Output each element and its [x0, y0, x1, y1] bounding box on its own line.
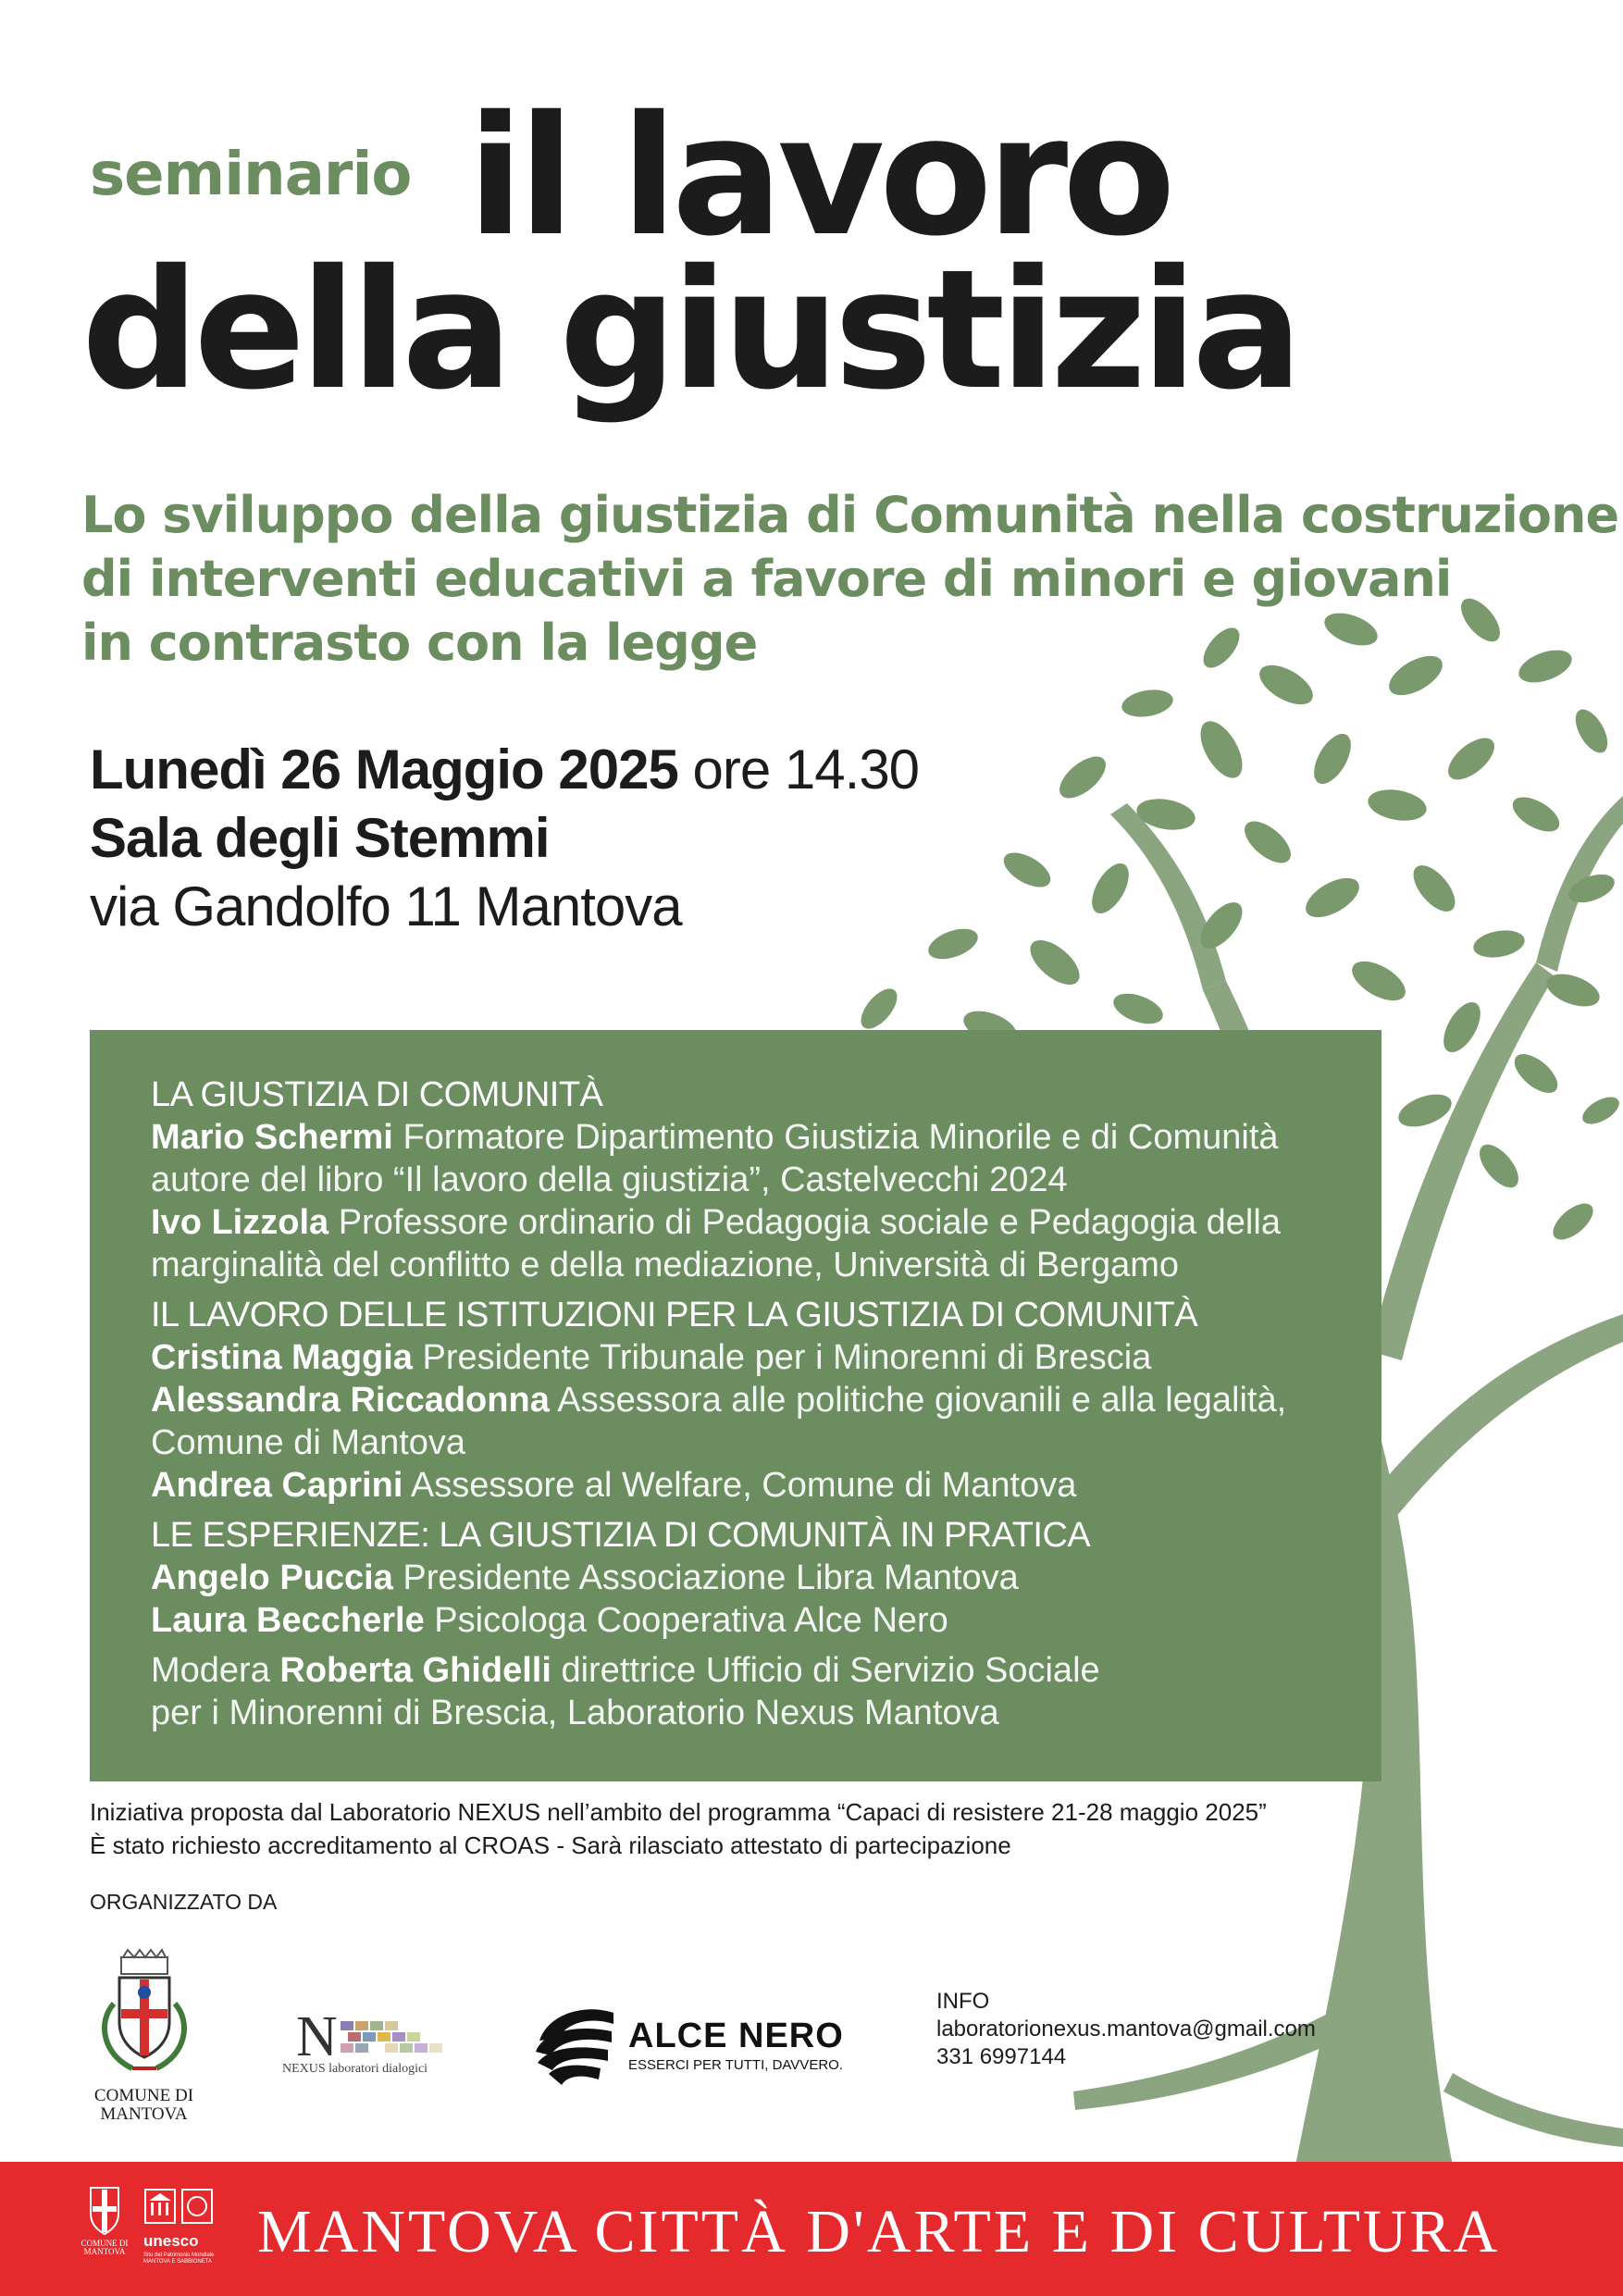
speaker-name: Alessandra Riccadonna	[151, 1381, 550, 1420]
comune-line: COMUNE DI	[93, 2086, 194, 2105]
speaker-role: Professore ordinario di Pedagogia sociale e Pedagogia della	[338, 1203, 1281, 1242]
speaker-role: Assessora alle politiche giovanili e alla legalità,	[557, 1381, 1287, 1420]
comune-mantova-logo	[86, 1948, 202, 2124]
footnotes	[90, 1795, 1267, 1862]
unesco-temple-icon	[143, 2186, 217, 2227]
speaker-name: Laura Beccherle	[151, 1601, 425, 1640]
speaker-role: Comune di Mantova	[151, 1423, 466, 1462]
title-line-1: il lavoro	[467, 81, 1171, 272]
footer-title: MANTOVA CITTÀ D'ARTE E DI CULTURA	[257, 2198, 1501, 2265]
unesco-logo	[143, 2186, 217, 2274]
event-time: ore 14.30	[692, 738, 920, 800]
speaker-role: Assessore al Welfare, Comune di Mantova	[410, 1466, 1077, 1505]
info-phone[interactable]: 331 6997144	[936, 2044, 1067, 2069]
speaker-role: marginalità del conflitto e della mediazione, Università di Bergamo	[151, 1246, 1180, 1285]
footer-crest-icon	[83, 2182, 126, 2238]
nexus-caption: NEXUS laboratori dialogici	[282, 2062, 428, 2076]
info-email[interactable]: laboratorionexus.mantova@gmail.com	[936, 2017, 1316, 2042]
nexus-logo	[278, 2005, 481, 2082]
subtitle-line: di interventi educativi a favore di minori e giovani	[81, 550, 1452, 608]
organizers-label: ORGANIZZATO DA	[90, 1890, 278, 1914]
title-line-2: della giustizia	[81, 234, 1298, 426]
speaker-name: Mario Schermi	[151, 1118, 393, 1157]
nexus-letter: N	[296, 2005, 338, 2068]
alce-head-icon	[530, 2004, 619, 2091]
speaker-role: Formatore Dipartimento Giustizia Minorile e di Comunità	[403, 1118, 1279, 1157]
comune-crest-icon	[86, 1948, 202, 2087]
subtitle-line: in contrasto con la legge	[81, 614, 758, 672]
program-box	[90, 1030, 1381, 1781]
event-venue: Sala degli Stemmi	[90, 807, 550, 869]
speaker-name: Andrea Caprini	[151, 1466, 403, 1505]
footer-crest	[81, 2182, 129, 2275]
subtitle	[81, 483, 1619, 675]
event-date: Lunedì 26 Maggio 2025	[90, 738, 678, 800]
program-section-title: LE ESPERIENZE: LA GIUSTIZIA DI COMUNITÀ IN PRATICA	[151, 1516, 1091, 1555]
info-label: INFO	[936, 1989, 990, 2014]
program-section-title: LA GIUSTIZIA DI COMUNITÀ	[151, 1075, 603, 1114]
footer-crest-text: COMUNE DI MANTOVA	[81, 2239, 129, 2256]
program-list	[151, 1074, 1372, 1734]
speaker-role: Psicologa Cooperativa Alce Nero	[434, 1601, 948, 1640]
speaker-role: autore del libro “Il lavoro della giustizia”, Castelvecchi 2024	[151, 1160, 1068, 1199]
event-details	[90, 736, 919, 941]
alce-tagline: ESSERCI PER TUTTI, DAVVERO.	[628, 2057, 843, 2073]
program-section-title: IL LAVORO DELLE ISTITUZIONI PER LA GIUSTIZIA DI COMUNITÀ	[151, 1296, 1198, 1334]
moderator-role: per i Minorenni di Brescia, Laboratorio Nexus Mantova	[151, 1694, 999, 1732]
unesco-subtext: Sito del Patrimonio Mondiale MANTOVA E SABBIONETA	[143, 2253, 215, 2265]
moderator-name: Roberta Ghidelli	[279, 1651, 551, 1690]
comune-line: MANTOVA	[100, 2104, 188, 2124]
speaker-name: Cristina Maggia	[151, 1338, 413, 1377]
moderator-role: direttrice Ufficio di Servizio Sociale	[561, 1651, 1100, 1690]
alce-name: ALCE NERO	[628, 2017, 844, 2055]
footer-banner	[0, 2162, 1623, 2296]
unesco-text: unesco	[143, 2232, 199, 2250]
speaker-role: Presidente Associazione Libra Mantova	[403, 1558, 1019, 1597]
speaker-role: Presidente Tribunale per i Minorenni di Brescia	[422, 1338, 1152, 1377]
nexus-mosaic-icon	[341, 2017, 461, 2058]
event-address: via Gandolfo 11 Mantova	[90, 875, 682, 937]
alce-nero-logo	[530, 2004, 845, 2091]
moderator-prefix: Modera	[151, 1651, 270, 1690]
speaker-name: Angelo Puccia	[151, 1558, 393, 1597]
speaker-name: Ivo Lizzola	[151, 1203, 329, 1242]
footnote: Iniziativa proposta dal Laboratorio NEXUS nell’ambito del programma “Capaci di resistere 21-28 maggio 2025”	[90, 1798, 1267, 1826]
subtitle-line: Lo sviluppo della giustizia di Comunità nella costruzione	[81, 486, 1619, 544]
info-block	[936, 1988, 1316, 2071]
seminar-kicker: seminario	[90, 141, 412, 209]
footnote: È stato richiesto accreditamento al CROAS - Sarà rilasciato attestato di partecipazione	[90, 1831, 1011, 1859]
